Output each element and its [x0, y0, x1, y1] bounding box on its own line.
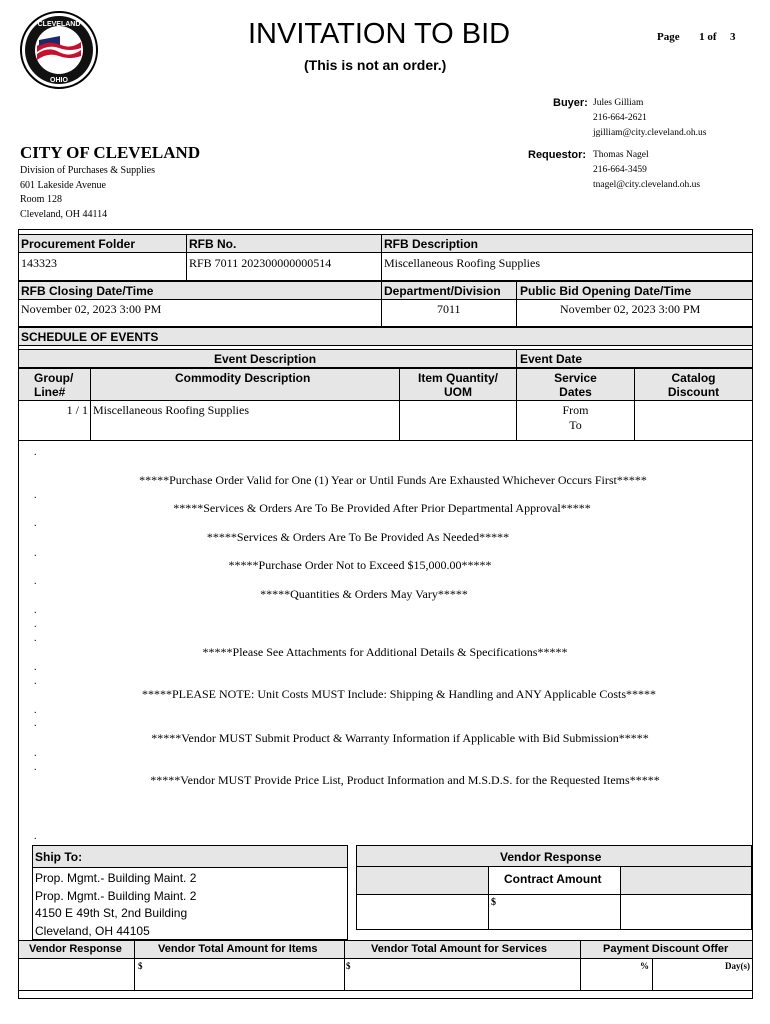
total-items-field[interactable]	[136, 960, 343, 989]
footer-total-items-label: Vendor Total Amount for Items	[158, 943, 318, 955]
requestor-name: Thomas Nagel	[593, 150, 649, 160]
org-division: Division of Purchases & Supplies	[20, 165, 155, 176]
note-item: *****Services & Orders Are To Be Provided As Needed*****	[206, 530, 510, 544]
svg-text:OHIO: OHIO	[50, 77, 68, 84]
buyer-name: Jules Gilliam	[593, 98, 644, 108]
col-service-dates: Service Dates	[554, 371, 597, 399]
opening-date-label: Public Bid Opening Date/Time	[520, 284, 692, 298]
ship-to-address: Prop. Mgmt.- Building Maint. 2 Prop. Mgmt.- Building Maint. 2 4150 E 49th St, 2nd Building Cleveland, OH 44105	[35, 871, 197, 938]
document-title: INVITATION TO BID	[248, 18, 511, 50]
item-description: Miscellaneous Roofing Supplies	[93, 403, 249, 417]
services-dollar-sign: $	[346, 961, 351, 971]
rfb-no-label: RFB No.	[189, 237, 237, 251]
discount-percent-field[interactable]	[582, 960, 651, 989]
procurement-folder-label: Procurement Folder	[21, 237, 136, 251]
footer-total-services-label: Vendor Total Amount for Services	[371, 943, 548, 955]
event-description-label: Event Description	[214, 352, 317, 366]
footer-payment-discount-label: Payment Discount Offer	[603, 943, 729, 955]
col-catalog-discount: Catalog Discount	[667, 371, 720, 399]
buyer-phone: 216-664-2621	[593, 113, 647, 123]
document-subtitle: (This is not an order.)	[304, 57, 447, 73]
svg-text:CLEVELAND: CLEVELAND	[37, 21, 81, 28]
rfb-no-value: RFB 7011 202300000000514	[189, 256, 332, 270]
discount-days-field[interactable]	[654, 960, 751, 989]
rfb-description-value: Miscellaneous Roofing Supplies	[384, 256, 540, 270]
org-street: 601 Lakeside Avenue	[20, 179, 106, 191]
items-dollar-sign: $	[138, 961, 143, 971]
buyer-email[interactable]: jgilliam@city.cleveland.oh.us	[593, 128, 707, 138]
requestor-email[interactable]: tnagel@city.cleveland.oh.us	[593, 180, 701, 190]
requestor-label: Requestor:	[528, 149, 587, 161]
contract-amount-label: Contract Amount	[504, 872, 602, 886]
percent-sign: %	[640, 961, 649, 971]
opening-date-value: November 02, 2023 3:00 PM	[560, 302, 701, 316]
requestor-info	[593, 148, 700, 193]
city-seal-logo	[20, 10, 98, 90]
page-of: of	[707, 31, 717, 43]
vendor-response-field[interactable]	[20, 960, 133, 989]
org-city: Cleveland, OH 44114	[20, 208, 108, 220]
contract-dollar-sign: $	[491, 897, 496, 908]
note-item: *****PLEASE NOTE: Unit Costs MUST Include: Shipping & Handling and ANY Applicable Costs*****	[142, 687, 656, 701]
org-address	[20, 164, 155, 222]
buyer-info	[593, 96, 706, 141]
note-item: *****Quantities & Orders May Vary*****	[260, 587, 468, 601]
col-commodity: Commodity Description	[175, 371, 311, 385]
vendor-response-title: Vendor Response	[500, 850, 602, 864]
event-date-label: Event Date	[520, 352, 583, 366]
note-item: *****Vendor MUST Provide Price List, Product Information and M.S.D.S. for the Requested Items*****	[150, 773, 660, 787]
page-indicator	[657, 31, 736, 43]
org-room: Room 128	[20, 194, 62, 205]
ship-to-label: Ship To:	[35, 850, 83, 864]
org-name: CITY OF CLEVELAND	[20, 143, 201, 162]
note-item: *****Services & Orders Are To Be Provided After Prior Departmental Approval*****	[173, 501, 591, 515]
note-item: *****Please See Attachments for Additional Details & Specifications*****	[202, 645, 568, 659]
department-label: Department/Division	[384, 284, 501, 298]
contract-amount-field[interactable]	[491, 897, 617, 927]
page-label: Page	[657, 31, 680, 43]
item-service-dates: From To	[562, 403, 589, 432]
days-label: Day(s)	[725, 961, 750, 971]
closing-date-label: RFB Closing Date/Time	[21, 284, 154, 298]
col-group-line: Group/ Line#	[34, 371, 74, 399]
page-number: 1	[699, 31, 705, 43]
page-total: 3	[730, 31, 736, 43]
schedule-title: SCHEDULE OF EVENTS	[21, 330, 159, 344]
procurement-folder-value: 143323	[21, 256, 57, 270]
col-qty-uom: Item Quantity/ UOM	[417, 371, 498, 399]
note-item: *****Vendor MUST Submit Product & Warranty Information if Applicable with Bid Submission*****	[151, 731, 649, 745]
footer-vendor-response-label: Vendor Response	[29, 943, 122, 955]
total-services-field[interactable]	[346, 960, 579, 989]
buyer-label: Buyer:	[553, 97, 588, 109]
closing-date-value: November 02, 2023 3:00 PM	[21, 302, 162, 316]
department-value: 7011	[437, 302, 461, 316]
note-item: *****Purchase Order Not to Exceed $15,000.00*****	[228, 558, 492, 572]
requestor-phone: 216-664-3459	[593, 165, 647, 175]
rfb-description-label: RFB Description	[384, 237, 479, 251]
item-line-number: 1 / 1	[66, 403, 88, 417]
note-item: *****Purchase Order Valid for One (1) Year or Until Funds Are Exhausted Whichever Occurs First*****	[139, 473, 647, 487]
